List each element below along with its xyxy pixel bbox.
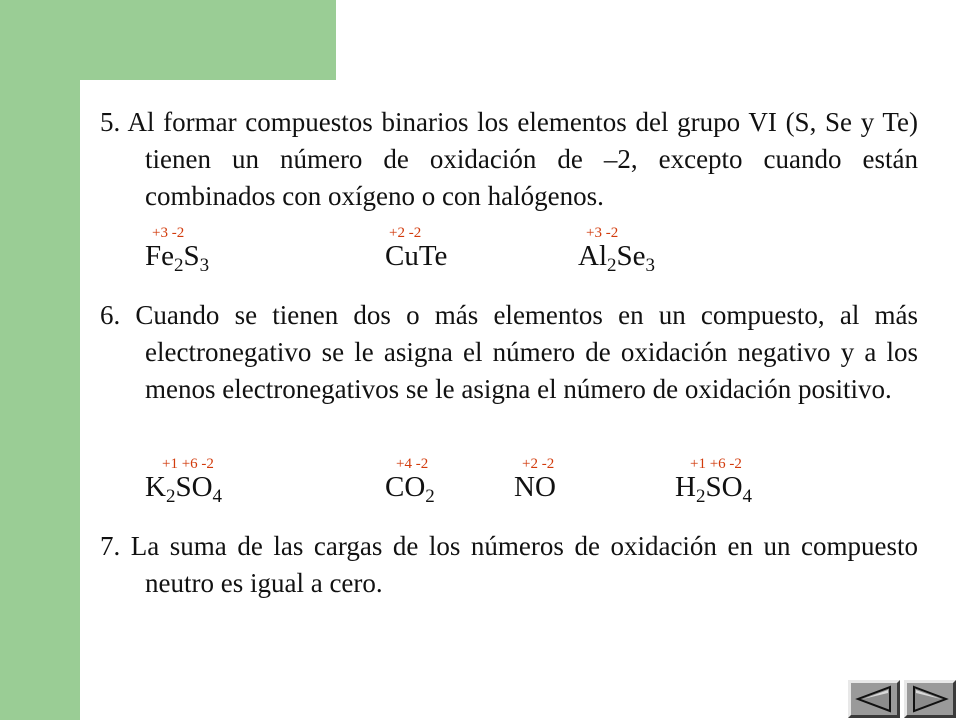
- rule-5-paragraph: 5. Al formar compuestos binarios los elementos del grupo VI (S, Se y Te) tienen un número de oxidación de –2, excepto cuando están combinados con oxígeno o con halógenos.: [100, 107, 918, 211]
- oxidation-cute: +2 -2: [389, 225, 422, 241]
- rule-7-paragraph: 7. La suma de las cargas de los números de oxidación en un compuesto neutro es igual a cero.: [100, 531, 918, 598]
- formula-h2so4: $H_2SO_4$: [675, 471, 753, 507]
- formula-cute: CuTe: [385, 240, 448, 272]
- formula-no: NO: [514, 471, 556, 503]
- green-header-tab: [0, 0, 336, 80]
- formula-fe2s3: $Fe_2S_3$: [145, 240, 210, 276]
- green-sidebar: [0, 0, 80, 720]
- previous-slide-button[interactable]: [848, 680, 900, 718]
- oxidation-fe2s3: +3 -2: [152, 225, 185, 241]
- oxidation-no: +2 -2: [522, 456, 555, 472]
- oxidation-h2so4: +1 +6 -2: [690, 456, 742, 472]
- oxidation-al2se3: +3 -2: [586, 225, 619, 241]
- slide-navigation: [848, 680, 960, 720]
- formula-al2se3: $Al_2Se_3$: [578, 240, 655, 276]
- triangle-right-icon: [910, 685, 950, 713]
- rule-6-paragraph: 6. Cuando se tienen dos o más elementos en un compuesto, al más electronegativo se le asigna el número de oxidación negativo y a los menos electronegativos se le asigna el número de oxidación positivo.: [100, 300, 918, 404]
- formula-k2so4: $K_2SO_4$: [145, 471, 223, 507]
- triangle-left-icon: [854, 685, 894, 713]
- oxidation-k2so4: +1 +6 -2: [162, 456, 214, 472]
- next-slide-button[interactable]: [904, 680, 956, 718]
- formula-co2: $CO_2$: [385, 471, 435, 507]
- oxidation-co2: +4 -2: [396, 456, 429, 472]
